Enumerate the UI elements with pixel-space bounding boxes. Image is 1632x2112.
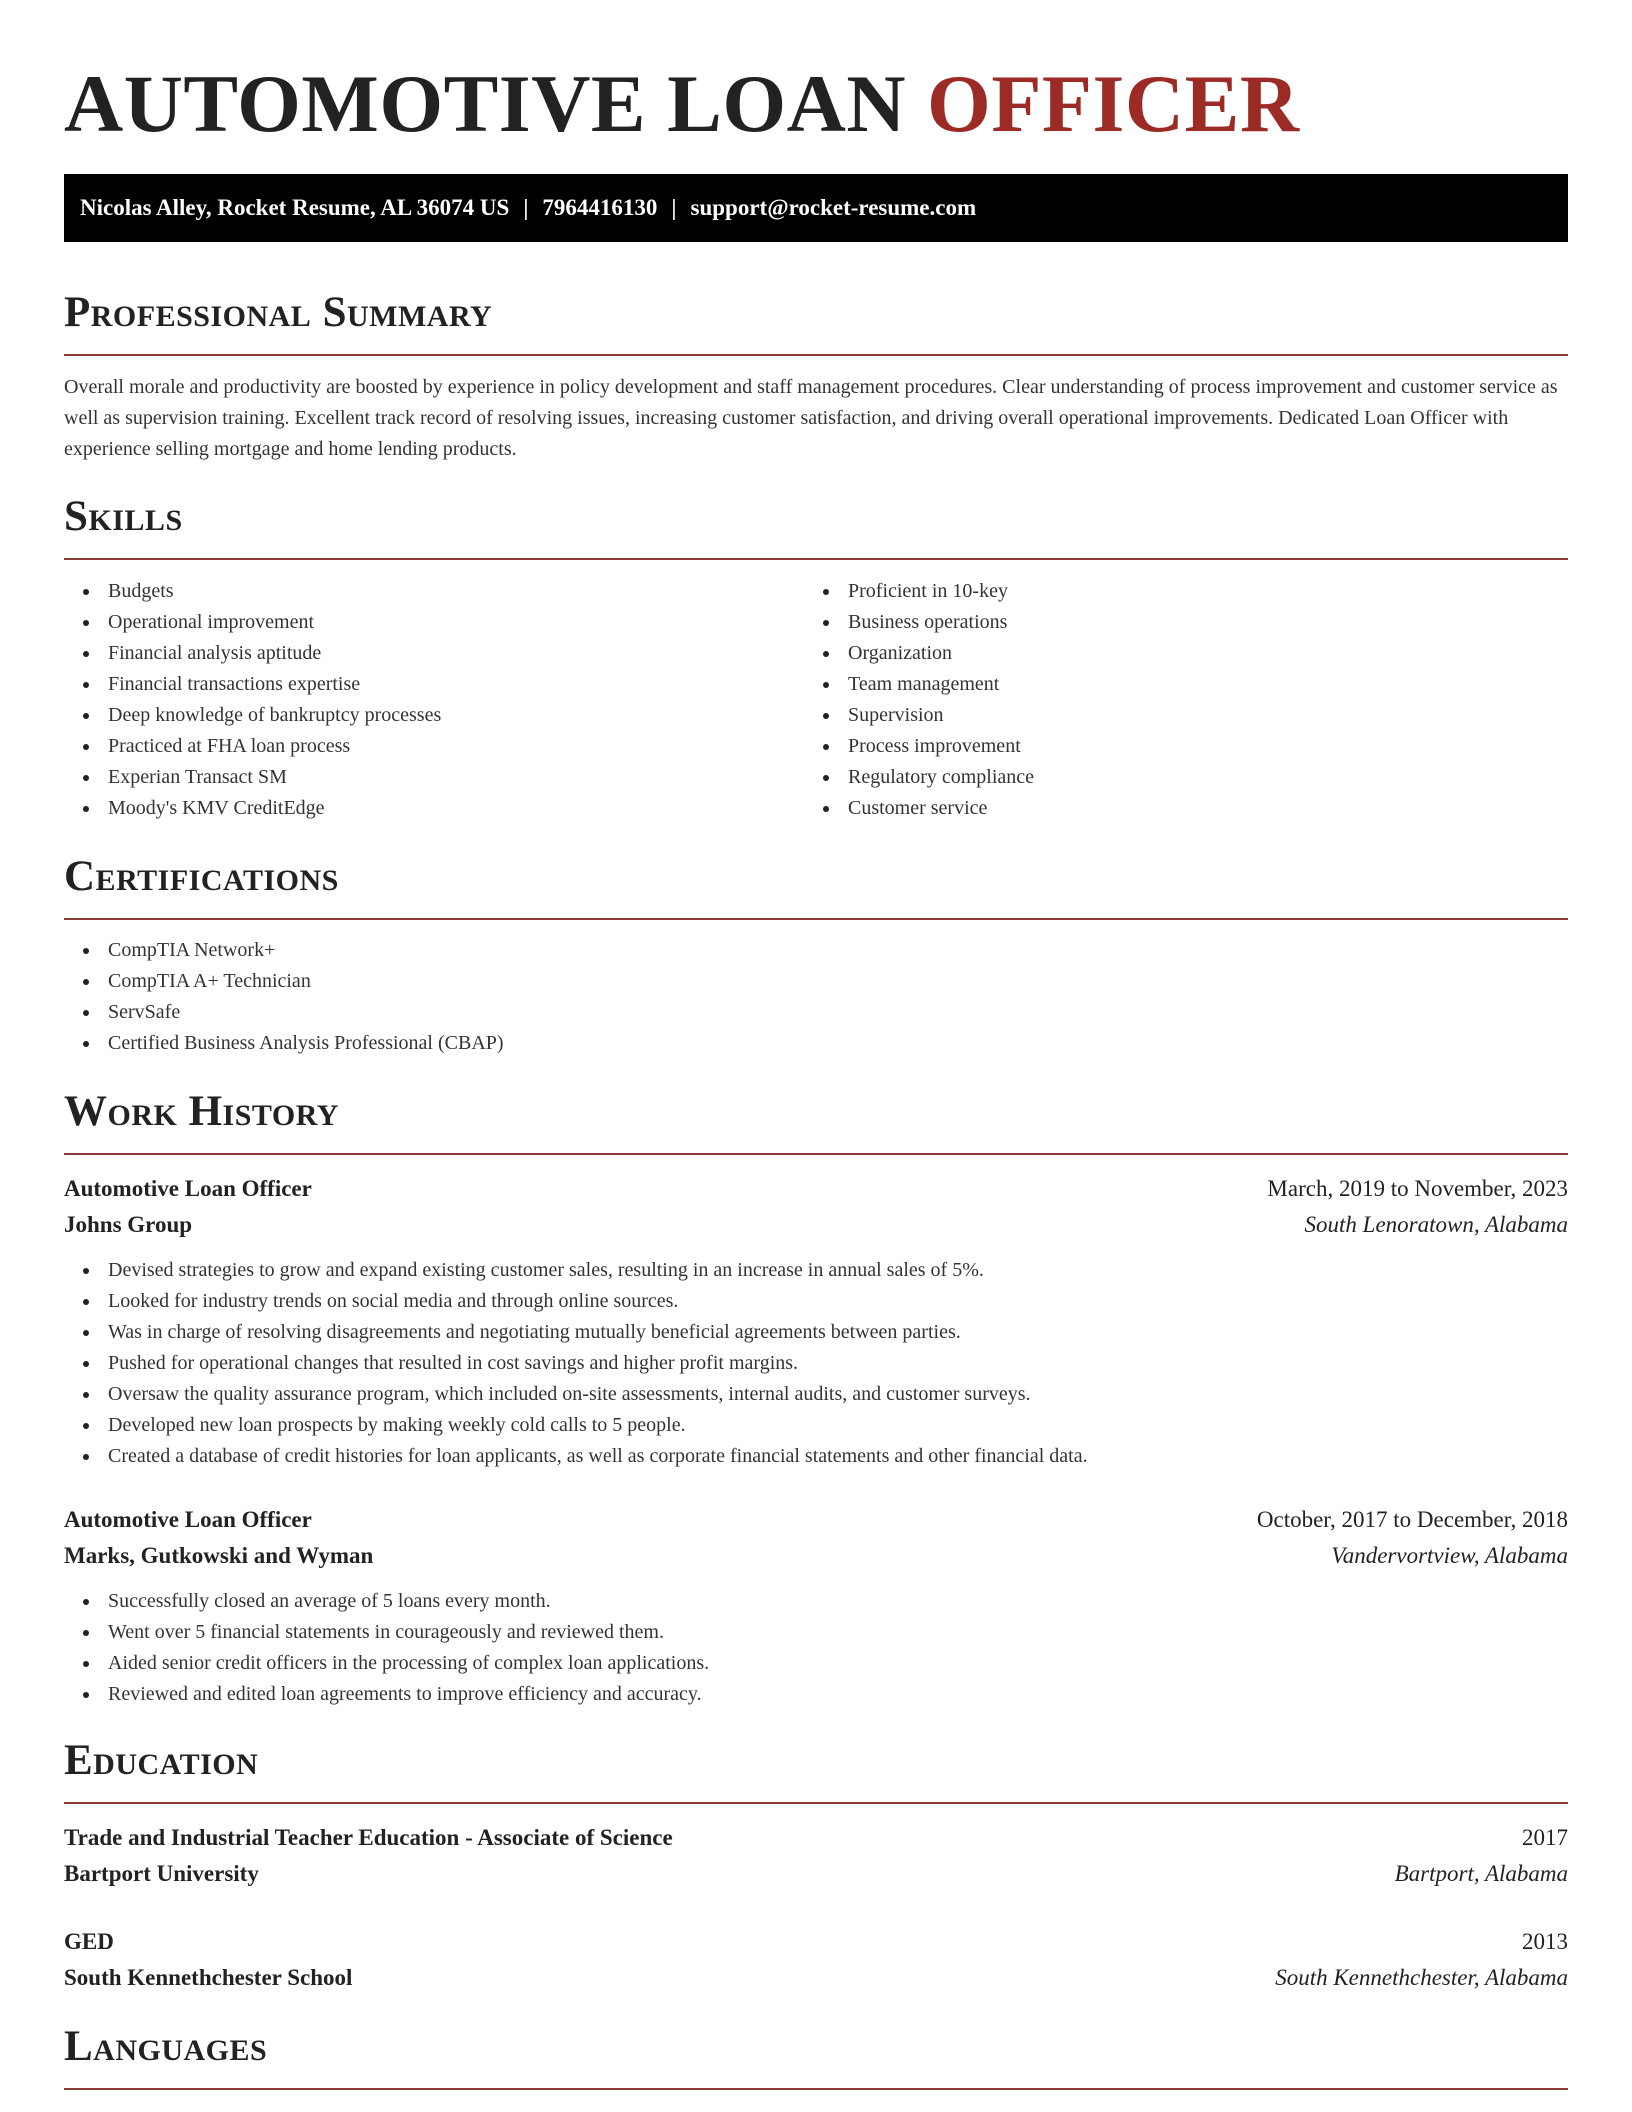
skill-item: Regulatory compliance <box>804 762 1544 793</box>
education-location: South Kennethchester, Alabama <box>1275 1965 1568 1990</box>
skill-item: Financial transactions expertise <box>64 669 804 700</box>
job-location: South Lenoratown, Alabama <box>1304 1212 1568 1237</box>
job-duty-item: Reviewed and edited loan agreements to improve efficiency and accuracy. <box>64 1679 1568 1710</box>
certification-item: CompTIA Network+ <box>64 935 1568 966</box>
job-duty-item: Devised strategies to grow and expand existing customer sales, resulting in an increase in annual sales of 5%. <box>64 1255 1568 1286</box>
job-dates: October, 2017 to December, 2018 <box>1256 1507 1568 1532</box>
section-divider <box>64 2088 1568 2090</box>
job-duty-item: Went over 5 financial statements in courageously and reviewed them. <box>64 1617 1568 1648</box>
skill-item: Moody's KMV CreditEdge <box>64 793 804 824</box>
contact-address: Nicolas Alley, Rocket Resume, AL 36074 US <box>80 195 510 220</box>
summary-section <box>64 288 1568 465</box>
education-degree: GED <box>64 1929 114 1954</box>
certification-item: Certified Business Analysis Professional (CBAP) <box>64 1028 1568 1059</box>
job-duty-item: Created a database of credit histories for loan applicants, as well as corporate financial statements and other financial data. <box>64 1441 1568 1472</box>
summary-heading: Professional Summary <box>64 289 493 336</box>
contact-email[interactable]: support@rocket-resume.com <box>690 195 977 220</box>
job-entry <box>64 1171 1568 1472</box>
job-duty-item: Pushed for operational changes that resulted in cost savings and higher profit margins. <box>64 1348 1568 1379</box>
job-subheader <box>64 1207 1568 1243</box>
education-school: South Kennethchester School <box>64 1965 353 1990</box>
education-heading: Education <box>64 1737 259 1784</box>
skills-list-right <box>804 576 1544 824</box>
education-entry <box>64 1924 1568 1996</box>
education-year: 2017 <box>1522 1825 1568 1850</box>
job-dates: March, 2019 to November, 2023 <box>1267 1176 1568 1201</box>
job-header <box>64 1502 1568 1538</box>
skill-item: Practiced at FHA loan process <box>64 731 804 762</box>
skill-item: Proficient in 10-key <box>804 576 1544 607</box>
skill-item: Organization <box>804 638 1544 669</box>
summary-text: Overall morale and productivity are boosted by experience in policy development and staff management procedures. Clear understanding of process improvement and customer service as well as supervision training. Excellent track record of resolving issues, increasing customer satisfaction, and driving overall operational improvements. Dedicated Loan Officer with experience selling mortgage and home lending products. <box>64 376 1558 460</box>
education-subheader <box>64 1856 1568 1892</box>
resume-title <box>64 0 1568 150</box>
contact-separator: | <box>671 195 677 220</box>
contact-phone[interactable]: 7964416130 <box>542 195 658 220</box>
skill-item: Business operations <box>804 607 1544 638</box>
skills-grid <box>64 576 1568 824</box>
work-history-section <box>64 1087 1568 1710</box>
job-duty-item: Looked for industry trends on social media and through online sources. <box>64 1286 1568 1317</box>
job-subheader <box>64 1538 1568 1574</box>
job-company: Marks, Gutkowski and Wyman <box>64 1543 374 1568</box>
skills-heading: Skills <box>64 493 183 540</box>
languages-section <box>64 2022 1568 2090</box>
section-divider <box>64 354 1568 356</box>
section-divider <box>64 1153 1568 1155</box>
certifications-section <box>64 852 1568 1059</box>
skills-column-right <box>804 576 1544 824</box>
title-main: AUTOMOTIVE LOAN <box>64 58 907 149</box>
certification-item: CompTIA A+ Technician <box>64 966 1568 997</box>
job-location: Vandervortview, Alabama <box>1331 1543 1568 1568</box>
section-divider <box>64 1802 1568 1804</box>
work-history-heading: Work History <box>64 1088 339 1135</box>
skill-item: Experian Transact SM <box>64 762 804 793</box>
education-subheader <box>64 1960 1568 1996</box>
contact-bar <box>64 174 1568 242</box>
skill-item: Operational improvement <box>64 607 804 638</box>
education-school: Bartport University <box>64 1861 259 1886</box>
job-entry <box>64 1502 1568 1710</box>
skill-item: Supervision <box>804 700 1544 731</box>
job-duties-list <box>64 1255 1568 1472</box>
skill-item: Budgets <box>64 576 804 607</box>
skills-column-left <box>64 576 804 824</box>
job-duty-item: Aided senior credit officers in the processing of complex loan applications. <box>64 1648 1568 1679</box>
skills-list-left <box>64 576 804 824</box>
job-title: Automotive Loan Officer <box>64 1507 312 1532</box>
skill-item: Deep knowledge of bankruptcy processes <box>64 700 804 731</box>
job-header <box>64 1171 1568 1207</box>
job-duty-item: Oversaw the quality assurance program, which included on-site assessments, internal audits, and customer surveys. <box>64 1379 1568 1410</box>
education-header <box>64 1924 1568 1960</box>
languages-heading: Languages <box>64 2023 268 2070</box>
job-duty-item: Was in charge of resolving disagreements and negotiating mutually beneficial agreements between parties. <box>64 1317 1568 1348</box>
certification-item: ServSafe <box>64 997 1568 1028</box>
skill-item: Customer service <box>804 793 1544 824</box>
education-degree: Trade and Industrial Teacher Education - Associate of Science <box>64 1825 673 1850</box>
education-year: 2013 <box>1522 1929 1568 1954</box>
skill-item: Process improvement <box>804 731 1544 762</box>
certifications-heading: Certifications <box>64 853 339 900</box>
section-divider <box>64 918 1568 920</box>
certifications-list <box>64 935 1568 1059</box>
contact-separator: | <box>523 195 529 220</box>
education-location: Bartport, Alabama <box>1394 1861 1568 1886</box>
section-divider <box>64 558 1568 560</box>
job-duty-item: Successfully closed an average of 5 loans every month. <box>64 1586 1568 1617</box>
skill-item: Financial analysis aptitude <box>64 638 804 669</box>
education-entry <box>64 1820 1568 1892</box>
job-duties-list <box>64 1586 1568 1710</box>
skills-section <box>64 492 1568 824</box>
job-company: Johns Group <box>64 1212 193 1237</box>
skill-item: Team management <box>804 669 1544 700</box>
education-header <box>64 1820 1568 1856</box>
education-section <box>64 1736 1568 1996</box>
job-duty-item: Developed new loan prospects by making weekly cold calls to 5 people. <box>64 1410 1568 1441</box>
title-accent: OFFICER <box>927 58 1300 149</box>
job-title: Automotive Loan Officer <box>64 1176 312 1201</box>
